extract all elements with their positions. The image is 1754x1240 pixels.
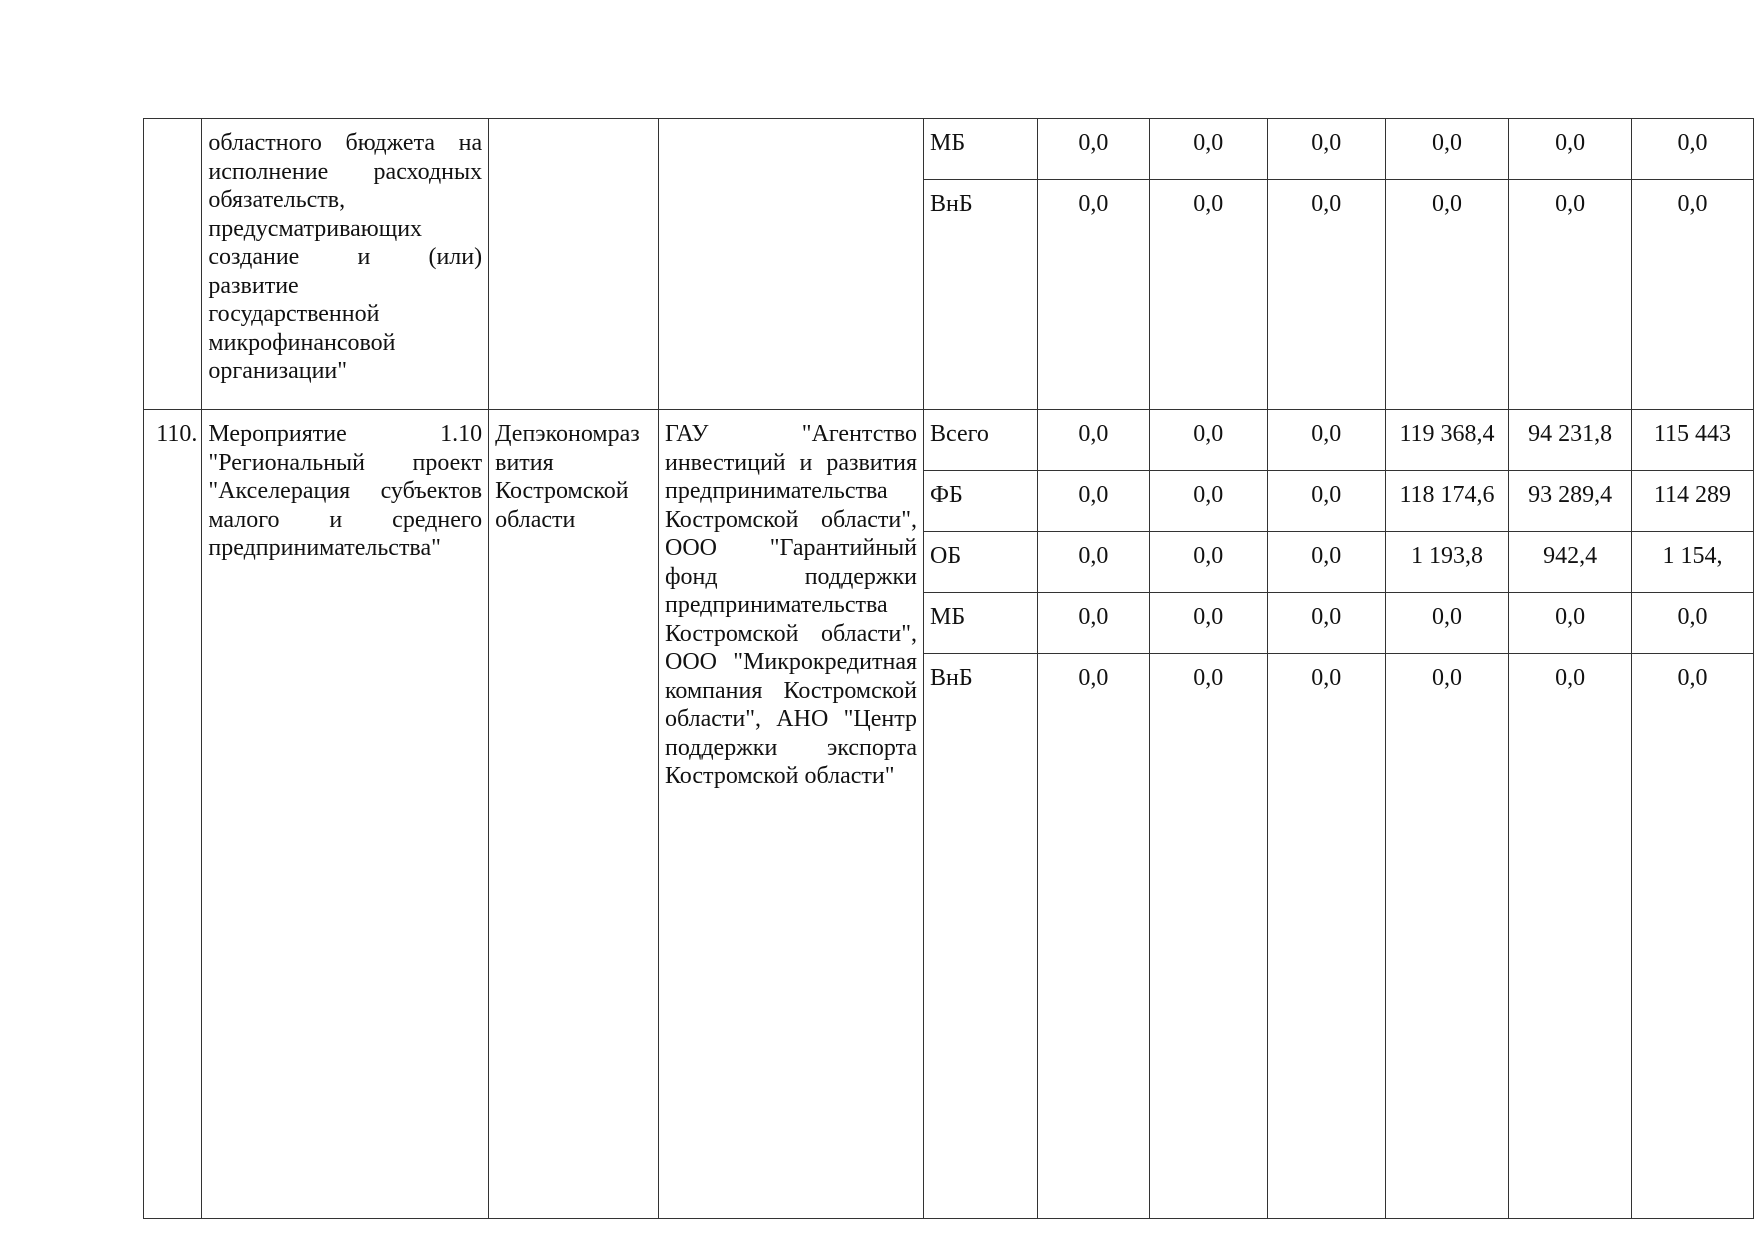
description-line: исполнение расходных [208, 158, 483, 185]
participants-line: ООО "Гарантийный [664, 535, 918, 561]
value-cell: 0,0 [1267, 654, 1385, 1219]
funding-source-cell: ВнБ [924, 654, 1038, 1219]
funding-source-cell: ВнБ [924, 180, 1038, 410]
value-cell: 94 231,8 [1509, 410, 1632, 471]
value-cell: 0,0 [1038, 410, 1150, 471]
description-line: Мероприятие 1.10 [208, 421, 483, 447]
value-cell: 0,0 [1509, 654, 1632, 1219]
responsible-line: вития [495, 449, 554, 476]
description-line: государственной [208, 301, 380, 327]
responsible-line: Депэкономраз [495, 421, 640, 447]
activity-description-cell [202, 119, 489, 410]
value-cell: 0,0 [1149, 119, 1267, 180]
value-cell: 0,0 [1267, 593, 1385, 654]
participants-line: ГАУ "Агентство [664, 421, 918, 447]
funding-source-cell: МБ [924, 593, 1038, 654]
description-line: "Акселерация субъектов [208, 478, 483, 504]
value-cell: 0,0 [1149, 532, 1267, 593]
value-cell: 1 193,8 [1385, 532, 1509, 593]
description-line: создание и (или) [208, 244, 483, 270]
value-cell: 0,0 [1385, 593, 1509, 654]
value-cell: 0,0 [1038, 654, 1150, 1219]
participants-line: ООО "Микрокредитная [664, 649, 918, 675]
responsible-line: Костромской [495, 478, 629, 504]
description-line: предпринимательства" [208, 535, 441, 561]
description-line: микрофинансовой [208, 329, 396, 356]
value-cell: 0,0 [1631, 180, 1753, 410]
description-line: малого и среднего [208, 506, 483, 533]
table-row [144, 119, 1754, 180]
value-cell: 118 174,6 [1385, 471, 1509, 532]
funding-source-cell: МБ [924, 119, 1038, 180]
funding-source-cell: ОБ [924, 532, 1038, 593]
responsible-cell [489, 410, 659, 1219]
description-line: организации" [208, 358, 348, 384]
value-cell: 114 289 [1631, 471, 1753, 532]
participants-line: предпринимательства [664, 478, 888, 504]
participants-line: Костромской области" [664, 763, 895, 789]
value-cell: 0,0 [1267, 471, 1385, 532]
description-line: развитие [208, 272, 299, 299]
value-cell: 0,0 [1385, 654, 1509, 1219]
participants-line: инвестиций и развития [664, 449, 918, 476]
value-cell: 0,0 [1631, 593, 1753, 654]
value-cell: 942,4 [1509, 532, 1632, 593]
value-cell: 1 154, [1631, 532, 1753, 593]
participants-line: Костромской области", [664, 506, 918, 533]
value-cell: 0,0 [1149, 410, 1267, 471]
funding-source-cell: ФБ [924, 471, 1038, 532]
value-cell: 0,0 [1509, 180, 1632, 410]
value-cell: 0,0 [1038, 119, 1150, 180]
description-line: предусматривающих [208, 215, 423, 242]
value-cell: 0,0 [1149, 654, 1267, 1219]
row-number-cell [144, 119, 202, 410]
participants-line: предпринимательства [664, 592, 888, 618]
description-line: областного бюджета на [208, 130, 483, 156]
value-cell: 0,0 [1267, 180, 1385, 410]
value-cell: 0,0 [1038, 471, 1150, 532]
value-cell: 0,0 [1385, 180, 1509, 410]
value-cell: 0,0 [1509, 593, 1632, 654]
value-cell: 0,0 [1267, 410, 1385, 471]
table-row [144, 410, 1754, 471]
value-cell: 119 368,4 [1385, 410, 1509, 471]
value-cell: 0,0 [1038, 532, 1150, 593]
participants-line: фонд поддержки [664, 563, 918, 590]
participants-line: компания Костромской [664, 677, 918, 704]
responsible-cell [489, 119, 659, 410]
value-cell: 0,0 [1038, 593, 1150, 654]
value-cell: 0,0 [1267, 532, 1385, 593]
value-cell: 0,0 [1149, 471, 1267, 532]
value-cell: 0,0 [1267, 119, 1385, 180]
value-cell: 93 289,4 [1509, 471, 1632, 532]
participants-cell [658, 410, 923, 1219]
budget-table [143, 118, 1754, 1219]
description-line: "Региональный проект [208, 449, 483, 476]
description-line: обязательств, [208, 187, 346, 213]
responsible-line: области [495, 506, 576, 533]
participants-line: Костромской области", [664, 620, 918, 647]
value-cell: 115 443 [1631, 410, 1753, 471]
participants-cell [658, 119, 923, 410]
value-cell: 0,0 [1631, 119, 1753, 180]
value-cell: 0,0 [1149, 593, 1267, 654]
value-cell: 0,0 [1149, 180, 1267, 410]
participants-line: области", АНО "Центр [664, 706, 918, 732]
value-cell: 0,0 [1385, 119, 1509, 180]
activity-description-cell [202, 410, 489, 1219]
value-cell: 0,0 [1038, 180, 1150, 410]
participants-line: поддержки экспорта [664, 734, 918, 761]
funding-source-cell: Всего [924, 410, 1038, 471]
value-cell: 0,0 [1631, 654, 1753, 1219]
value-cell: 0,0 [1509, 119, 1632, 180]
row-number-cell: 110. [144, 410, 202, 1219]
